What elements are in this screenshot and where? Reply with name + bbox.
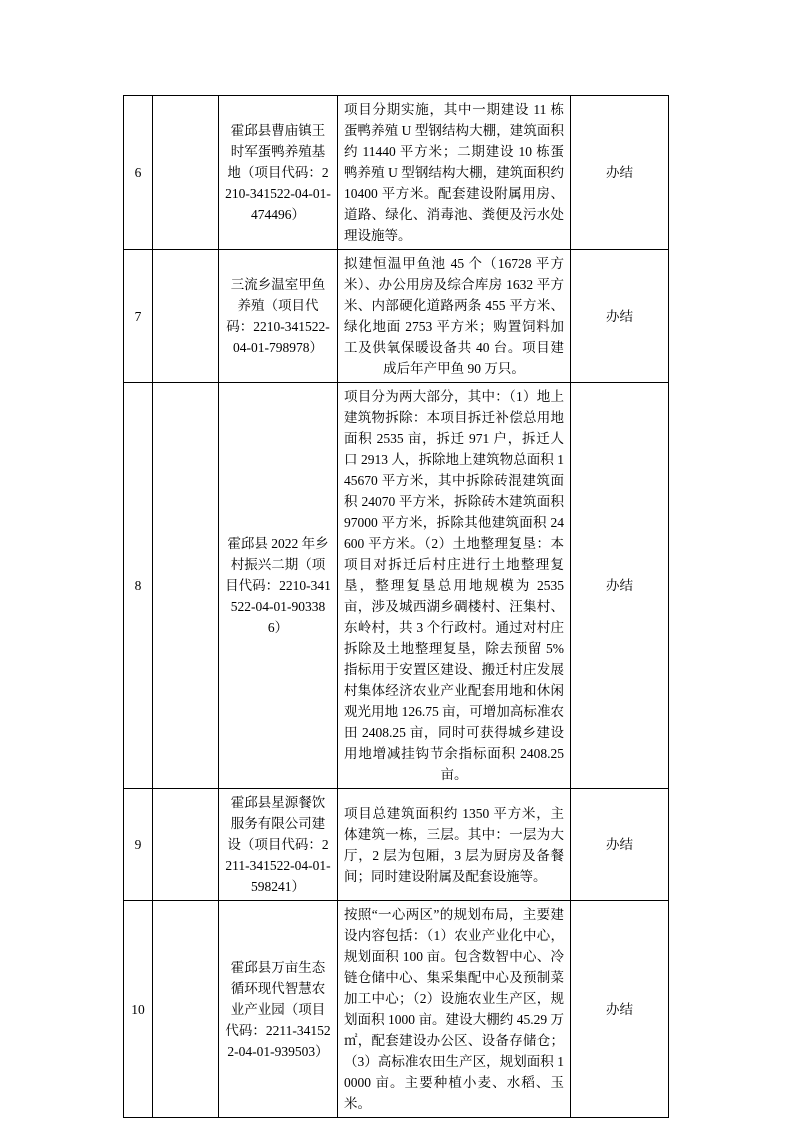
project-description-cell: 项目分期实施，其中一期建设 11 栋蛋鸭养殖 U 型钢结构大棚，建筑面积约 11440 平方米；二期建设 10 栋蛋鸭养殖 U 型钢结构大棚，建筑面积约 10400 平方米。配套建设附属用房、道路、绿化、消毒池、粪便及污水处理设施等。 — [338, 96, 571, 250]
project-name-cell: 霍邱县万亩生态循环现代智慧农业产业园（项目代码：2211-341522-04-01-939503） — [219, 901, 338, 1118]
project-description-cell: 按照“一心两区”的规划布局，主要建设内容包括：（1）农业产业化中心，规划面积 100 亩。包含数智中心、冷链仓储中心、集采集配中心及预制菜加工中心；（2）设施农业生产区，规划面积 1000 亩。建设大棚约 45.29 万㎡，配套建设办公区、设备存储仓；（3）高标准农田生产区，规划面积 10000 亩。主要种植小麦、水稻、玉米。 — [338, 901, 571, 1118]
serial-number-cell: 6 — [124, 96, 153, 250]
serial-number-cell: 10 — [124, 901, 153, 1118]
project-description-cell: 项目总建筑面积约 1350 平方米，主体建筑一栋，三层。其中：一层为大厅，2 层为包厢，3 层为厨房及备餐间；同时建设附属及配套设施等。 — [338, 789, 571, 901]
category-cell — [153, 901, 219, 1118]
category-cell — [153, 383, 219, 789]
project-name-cell: 霍邱县曹庙镇王时军蛋鸭养殖基地（项目代码：2210-341522-04-01-474496） — [219, 96, 338, 250]
projects-table — [123, 95, 669, 1118]
serial-number-cell: 7 — [124, 250, 153, 383]
table-row — [124, 96, 669, 250]
category-cell — [153, 96, 219, 250]
project-name-cell: 三流乡温室甲鱼养殖（项目代码：2210-341522-04-01-798978） — [219, 250, 338, 383]
status-cell: 办结 — [571, 383, 669, 789]
serial-number-cell: 8 — [124, 383, 153, 789]
project-description-cell: 项目分为两大部分，其中：（1）地上建筑物拆除：本项目拆迁补偿总用地面积 2535 亩，拆迁 971 户，拆迁人口 2913 人，拆除地上建筑物总面积 145670 平方米，其中拆除砖混建筑面积 24070 平方米，拆除砖木建筑面积 97000 平方米，拆除其他建筑面积 24600 平方米。（2）土地整理复垦：本项目对拆迁后村庄进行土地整理复垦，整理复垦总用地规模为 2535 亩，涉及城西湖乡碉楼村、汪集村、东岭村，共 3 个行政村。通过对村庄拆除及土地整理复垦，除去预留 5%指标用于安置区建设、搬迁村庄发展村集体经济农业产业配套用地和休闲观光用地 126.75 亩，可增加高标准农田 2408.25 亩，同时可获得城乡建设用地增减挂钩节余指标面积 2408.25 亩。 — [338, 383, 571, 789]
status-cell: 办结 — [571, 901, 669, 1118]
status-cell: 办结 — [571, 96, 669, 250]
status-cell: 办结 — [571, 789, 669, 901]
serial-number-cell: 9 — [124, 789, 153, 901]
table-row — [124, 383, 669, 789]
project-name-cell: 霍邱县星源餐饮服务有限公司建设（项目代码：2211-341522-04-01-598241） — [219, 789, 338, 901]
project-description-cell: 拟建恒温甲鱼池 45 个（16728 平方米）、办公用房及综合库房 1632 平方米、内部硬化道路两条 455 平方米、绿化地面 2753 平方米；购置饲料加工及供氧保暖设备共 40 台。项目建成后年产甲鱼 90 万只。 — [338, 250, 571, 383]
status-cell: 办结 — [571, 250, 669, 383]
category-cell — [153, 250, 219, 383]
category-cell — [153, 789, 219, 901]
table-row — [124, 901, 669, 1118]
table-row — [124, 789, 669, 901]
table-row — [124, 250, 669, 383]
project-name-cell: 霍邱县 2022 年乡村振兴二期（项目代码：2210-341522-04-01-903386） — [219, 383, 338, 789]
